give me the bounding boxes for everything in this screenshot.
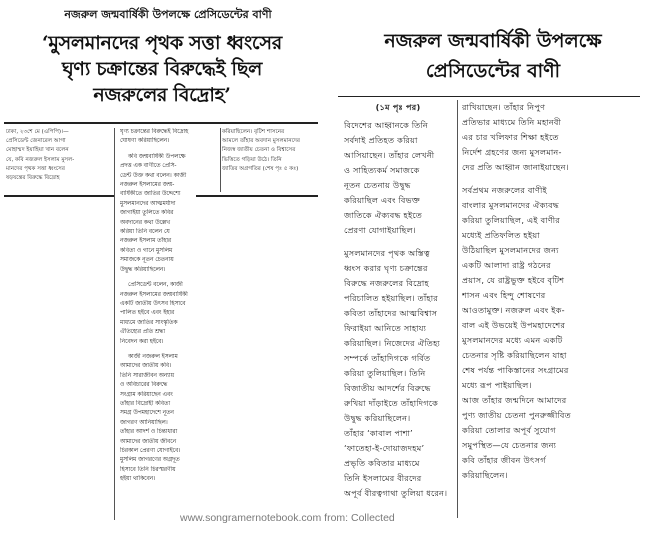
text-line: প্রদত্ত এক বাণীতে প্রেসি- xyxy=(120,163,177,170)
dateline: (১ম পৃঃ পর) xyxy=(375,102,421,112)
left-headline-line: ‘মুসলমানদের পৃথক সত্তা ধ্বংসের xyxy=(42,32,282,54)
text-line: রাখিয়াছেন। তাঁহার নিপুণ xyxy=(462,102,546,112)
text-line: নিবেদন করা হইবে। xyxy=(120,338,164,345)
text-line: দের প্রতি আহ্বান জানাইয়াছেন। xyxy=(462,162,569,172)
text-line: হইয়া থাকিবেন। xyxy=(120,476,156,483)
text-line: আমাদের জাতীয় জীবনে xyxy=(120,438,177,445)
text-line: আওতামুক্ত। নজরুল এবং ইক- xyxy=(462,305,565,315)
right-column-2 xyxy=(462,100,642,520)
watermark-text: www.songramernotebook.com from: Collected xyxy=(180,512,395,524)
text-line: পরিচালিত হইয়াছিল। তাঁহার xyxy=(344,293,438,303)
text-line: যে, কবি নজরুল ইসলাম মুসল- xyxy=(6,156,75,163)
text-line: অপূর্ব বীরত্বগাথা তুলিয়া ধরেন। xyxy=(344,488,448,498)
text-line: তাঁহার ‘কাবাল পাশা’ xyxy=(344,428,413,438)
text-line: বাল এই উভয়েই উপমহাদেশের xyxy=(462,320,566,330)
right-column-1 xyxy=(344,100,452,520)
text-line: আজ তাঁহার জন্মদিনে আমাদের xyxy=(462,395,567,405)
text-line: প্রয়াস, যে রাষ্ট্রভুক্ত হইবে বৃটিশ xyxy=(462,275,565,285)
text-line: জাগাইয়া তুলিতে কবির xyxy=(120,210,174,217)
text-line: সর্বদাই প্রতিহত করিয়া xyxy=(344,135,418,145)
text-line: নজরুল ইসলাম তাঁহার xyxy=(120,238,172,245)
column-divider xyxy=(4,195,114,197)
text-line: পালিত হইবে এবং ইহার xyxy=(120,310,175,317)
text-line: প্রভৃতি কবিতার মাধ্যমে xyxy=(344,458,420,468)
text-line: করিয়া তিনি বলেন যে xyxy=(120,229,170,236)
column-rule xyxy=(457,100,458,518)
text-line: জাতিকে ঐক্যবদ্ধ হইতে xyxy=(344,210,423,220)
text-line: করিয়াছিল। নিজেদের ঐতিহ্য xyxy=(344,338,440,348)
text-line: মুসলমানদের মধ্যে এমন একটি xyxy=(462,335,563,345)
text-line: সমগ্র উপমহাদেশে নূতন xyxy=(120,410,174,417)
text-line: ঐতিহ্যের প্রতি শ্রদ্ধা xyxy=(120,329,166,336)
text-line: হিসাবে তিনি চিরস্মরণীয় xyxy=(120,466,176,473)
paragraph-gap xyxy=(344,238,452,246)
text-line: ধ্বংস করার ঘৃণ্য চক্রান্তের xyxy=(344,263,428,273)
text-line: করিয়াছিল এবং বিভক্ত xyxy=(344,195,421,205)
left-column-b xyxy=(120,128,218,520)
text-line: ঢাকা, ২৩শে মে (এপিপি)।— xyxy=(6,129,69,135)
text-line: রুখিয়া দাঁড়াইতে তাঁহাদিগকে xyxy=(344,398,439,408)
text-line: মুসলিম জাগরণের অগ্রদূত xyxy=(120,457,180,464)
text-line: চিরকাল প্রেরণা যোগাইবে। xyxy=(120,448,181,454)
text-line: পুণ্য জাতীয় চেতনা পুনরুজ্জীবিত xyxy=(462,410,571,420)
text-line: মানদের পৃথক সত্তা ধ্বংসের xyxy=(6,165,65,172)
text-line: এর চার খলিফার শিক্ষা হইতে xyxy=(462,132,559,142)
text-line: ও অবিচারের বিরুদ্ধে xyxy=(120,382,168,389)
text-line: চেতনার সৃষ্টি করিয়াছিলেন যাহা xyxy=(462,350,567,360)
text-line: সর্বপ্রথম নজরুলের বাণীই xyxy=(462,185,548,195)
text-line: প্রেসিডেন্ট জেনারেল আগা xyxy=(6,138,66,145)
text-line: সমাজকে নূতন চেতনায় xyxy=(120,257,174,264)
text-line: ও সাহিত্যকর্ম সমাজকে xyxy=(344,165,420,175)
text-line: মধ্যে রূপ পাইয়াছিল। xyxy=(462,380,532,390)
text-line: আমাদের জাতীয় কবি। xyxy=(120,363,172,370)
text-line: একটি জাতীয় উৎসব হিসাবে xyxy=(120,300,186,307)
text-line: বিজাতীয় আদর্শের বিরুদ্ধে xyxy=(344,383,431,393)
text-line: প্রতিভার মাধ্যমে তিনি মহানবী xyxy=(462,117,562,127)
right-headline-line: নজরুল জন্মবার্ষিকী উপলক্ষে xyxy=(384,30,602,52)
text-line: কবিতা তাঁহাদের আত্মবিশ্বাস xyxy=(344,308,438,318)
text-line: মোহাম্মদ ইয়াহিয়া খান বলেন xyxy=(6,147,69,154)
text-line: উঠিয়াছিল মুসলমানদের জন্য xyxy=(462,245,559,255)
text-line: সংগ্রাম করিয়াছেন এবং xyxy=(120,391,173,398)
left-headline-line: ঘৃণ্য চক্রান্তের বিরুদ্ধেই ছিল xyxy=(61,58,263,80)
left-column-a xyxy=(6,128,108,192)
text-line: বার্ষিকীতে জাতির উদ্দেশ্যে xyxy=(120,191,181,198)
right-headline-line: প্রেসিডেন্টের বাণী xyxy=(425,60,561,82)
text-line: করিয়া তোলার অপূর্ব সুযোগ xyxy=(462,425,556,435)
text-line: নিজস্ব জাতীয় চেতনা ও বিশ্বাসের xyxy=(222,147,296,154)
text-line: ফিরাইয়া আনিতে সাহায্য xyxy=(344,323,427,333)
column-rule xyxy=(220,128,221,192)
left-headline-rule xyxy=(4,122,318,124)
text-line: তাঁহার বিদ্রোহী কবিতা xyxy=(120,400,171,407)
text-line: তিনি ইসলামের বীরদের xyxy=(344,473,422,483)
text-line: অবদানের কথা উল্লেখ xyxy=(120,219,170,226)
text-line: কবি জন্মবার্ষিকী উপলক্ষে xyxy=(128,153,186,160)
text-line: জাতির অগ্রগতির (শেষ পৃঃ ৫ কঃ) xyxy=(222,165,299,172)
text-line: কবি তাঁহার জীবন উৎসর্গ xyxy=(462,455,546,465)
text-line: ডেন্ট উক্ত কথা বলেন। কাজী xyxy=(120,172,187,179)
text-line: মাধ্যমে জাতির সাংস্কৃতিক xyxy=(120,319,178,326)
text-line: নজরুল ইসলামের জন্ম- xyxy=(120,182,175,189)
text-line: ‘ফাতেহা-ই-দোয়াজদহম’ xyxy=(344,443,425,453)
text-line: নির্দেশ গ্রহণের জন্য মুসলমান- xyxy=(462,147,562,157)
left-column-c xyxy=(222,128,318,190)
text-line: ঘোষণা করিয়াছিলেন। xyxy=(120,138,170,145)
text-line: বাংলার মুসলমানদের ঐক্যবদ্ধ xyxy=(462,200,560,210)
left-kicker: নজরুল জন্মবার্ষিকী উপলক্ষে প্রেসিডেন্টের বাণী xyxy=(64,8,272,21)
left-headline xyxy=(6,30,318,108)
text-line: মধ্যেই প্রতিফলিত হইয়া xyxy=(462,230,540,240)
text-line: ঘৃণ্য চক্রান্তের বিরুদ্ধেই বিদ্রোহ xyxy=(120,129,189,135)
text-line: আসিয়াছেন। তাঁহার লেখনী xyxy=(344,150,435,160)
text-line: করিয়া তুলিয়াছিল। তিনি xyxy=(344,368,426,378)
text-line: শাসন এবং হিন্দু শোষণের xyxy=(462,290,546,300)
text-line: একটি আলাদা রাষ্ট্র গঠনের xyxy=(462,260,551,270)
text-line: কাজী নজরুল ইসলাম xyxy=(128,353,178,360)
text-line: সমুপস্থিত—যে চেতনার জন্য xyxy=(462,440,557,450)
right-headline xyxy=(348,26,638,86)
text-line: উদ্বুদ্ধ করিয়াছিলেন। xyxy=(344,413,411,423)
text-line: তাঁহার আদর্শ ও চিন্তাধারা xyxy=(120,429,178,436)
text-line: নজরুল ইসলামের জন্মবার্ষিকী xyxy=(120,291,188,298)
text-line: মুসলমানদের আত্মমর্যাদা xyxy=(120,200,176,207)
text-line: আমলে তাঁহার অবদান মুসলমানদের xyxy=(222,138,300,145)
text-line: প্রেরণা যোগাইয়াছিল। xyxy=(344,225,417,235)
text-line: করিয়াছিলেন। xyxy=(462,470,508,480)
text-line: করিয়াছিলেন। বৃটিশ শাসনের xyxy=(222,129,285,135)
text-line: উদ্বুদ্ধ করিয়াছিলেন। xyxy=(120,266,166,273)
right-headline-rule xyxy=(338,96,640,97)
left-headline-line: নজরুলের বিদ্রোহ’ xyxy=(93,84,231,106)
text-line: ষড়যন্ত্রের বিরুদ্ধে বিদ্রোহ xyxy=(6,175,60,182)
text-line: বিরুদ্ধে নজরুলের বিদ্রোহ xyxy=(344,278,429,288)
text-line: সম্পর্কে তাঁহাদিগকে গর্বিত xyxy=(344,353,431,363)
text-line: করিয়া তুলিয়াছিল, এই বাণীর xyxy=(462,215,560,225)
text-line: কবিতা ও গানে মুসলিম xyxy=(120,247,173,254)
text-line: বিদেশের আহ্বানকে তিনি xyxy=(344,120,428,130)
text-line: জাগরণ আনিয়াছিল। xyxy=(120,419,168,426)
paragraph-gap xyxy=(462,175,642,183)
text-line: তিনি সারাজীবন অন্যায় xyxy=(120,372,174,379)
text-line: শেষ পর্যন্ত পাকিস্তানের সংগ্রামের xyxy=(462,365,569,375)
text-line: ভিত্তিতে গড়িয়া উঠে। তিনি xyxy=(222,156,282,163)
text-line: নূতন চেতনায় উদ্বুদ্ধ xyxy=(344,180,411,190)
text-line: মুসলমানদের পৃথক অস্তিত্ব xyxy=(344,248,430,258)
text-line: প্রেসিডেন্ট বলেন, কাজী xyxy=(128,282,183,289)
column-rule xyxy=(114,128,115,520)
